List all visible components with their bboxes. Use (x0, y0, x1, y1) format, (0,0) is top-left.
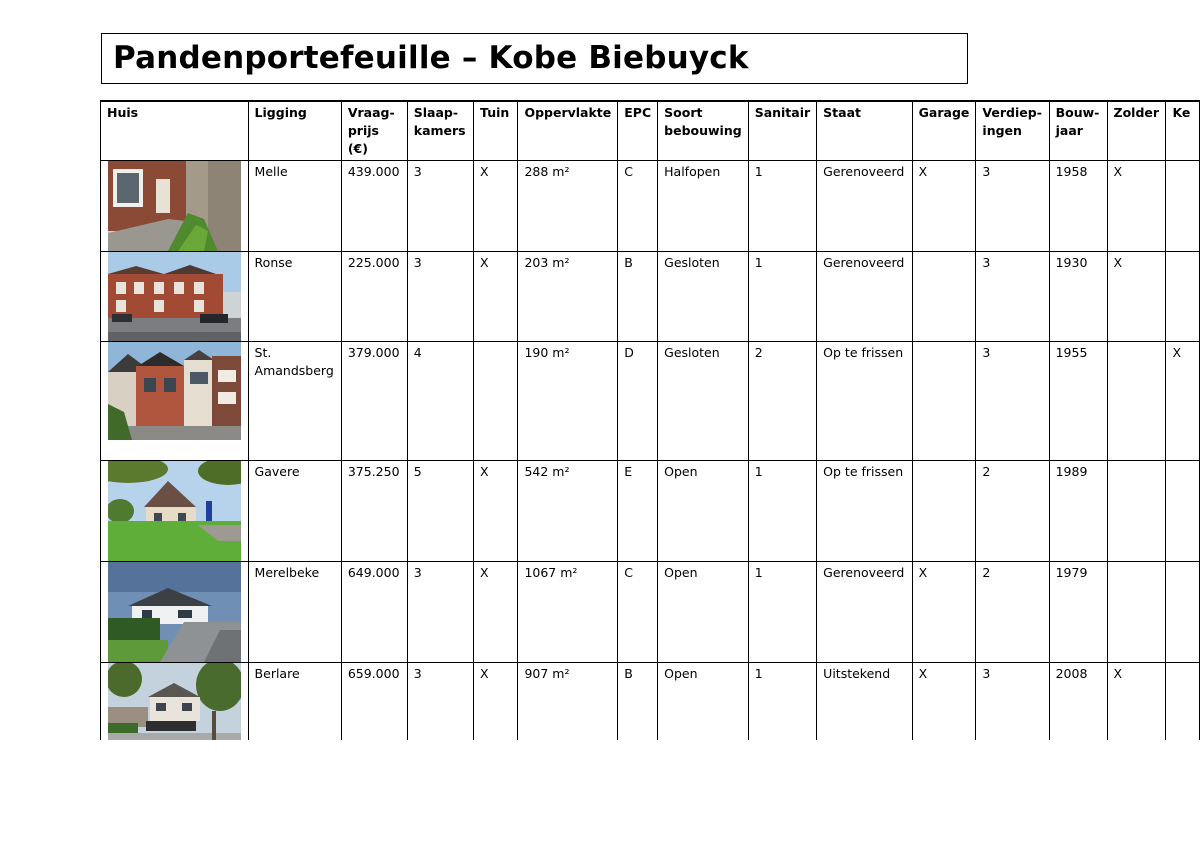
cell-sanitair: 1 (748, 663, 816, 741)
cell-verdiepingen: 2 (976, 461, 1049, 562)
cell-oppervlakte: 288 m² (518, 161, 618, 252)
cell-ligging: Gavere (248, 461, 341, 562)
cell-slaapkamers: 5 (407, 461, 473, 562)
cell-kelder (1166, 252, 1200, 342)
cell-tuin: X (474, 663, 518, 741)
cell-oppervlakte: 1067 m² (518, 562, 618, 663)
cell-slaapkamers: 3 (407, 663, 473, 741)
cell-soort-bebouwing: Gesloten (658, 342, 749, 461)
house-photo-st-amandsberg (108, 342, 241, 440)
header-staat: Staat (817, 101, 913, 161)
cell-bouwjaar: 1955 (1049, 342, 1107, 461)
cell-verdiepingen: 2 (976, 562, 1049, 663)
house-photo-gavere (108, 461, 241, 561)
header-oppervlakte: Oppervlakte (518, 101, 618, 161)
table-row (101, 252, 1200, 342)
cell-slaapkamers: 3 (407, 252, 473, 342)
cell-garage (912, 342, 976, 461)
cell-soort-bebouwing: Open (658, 562, 749, 663)
house-photo-cell (101, 663, 249, 741)
table-row (101, 461, 1200, 562)
cell-bouwjaar: 1930 (1049, 252, 1107, 342)
cell-zolder (1107, 342, 1166, 461)
header-vraagprijs: Vraag- prijs (€) (341, 101, 407, 161)
cell-oppervlakte: 907 m² (518, 663, 618, 741)
house-photo-cell (101, 562, 249, 663)
table-row (101, 161, 1200, 252)
house-photo-merelbeke (108, 562, 241, 662)
cell-tuin: X (474, 252, 518, 342)
cell-epc: B (618, 663, 658, 741)
header-sanitair: Sanitair (748, 101, 816, 161)
page-title: Pandenportefeuille – Kobe Biebuyck (113, 40, 749, 76)
cell-tuin (474, 342, 518, 461)
header-zolder: Zolder (1107, 101, 1166, 161)
cell-epc: C (618, 562, 658, 663)
cell-epc: E (618, 461, 658, 562)
cell-bouwjaar: 1989 (1049, 461, 1107, 562)
cell-garage: X (912, 562, 976, 663)
header-kelder: Ke (1166, 101, 1200, 161)
house-photo-cell (101, 161, 249, 252)
cell-sanitair: 1 (748, 161, 816, 252)
cell-kelder (1166, 161, 1200, 252)
cell-tuin: X (474, 161, 518, 252)
cell-vraagprijs: 649.000 (341, 562, 407, 663)
cell-epc: B (618, 252, 658, 342)
cell-garage (912, 252, 976, 342)
portfolio-table (100, 100, 1200, 740)
cell-slaapkamers: 4 (407, 342, 473, 461)
cell-vraagprijs: 375.250 (341, 461, 407, 562)
cell-tuin: X (474, 562, 518, 663)
cell-soort-bebouwing: Open (658, 461, 749, 562)
house-photo-cell (101, 252, 249, 342)
header-bouwjaar: Bouw- jaar (1049, 101, 1107, 161)
cell-zolder: X (1107, 252, 1166, 342)
header-slaapkamers: Slaap- kamers (407, 101, 473, 161)
table-row (101, 562, 1200, 663)
cell-kelder (1166, 663, 1200, 741)
cell-soort-bebouwing: Open (658, 663, 749, 741)
cell-sanitair: 1 (748, 562, 816, 663)
cell-bouwjaar: 1958 (1049, 161, 1107, 252)
cell-sanitair: 1 (748, 461, 816, 562)
cell-garage: X (912, 663, 976, 741)
title-box (101, 33, 968, 84)
cell-ligging: Merelbeke (248, 562, 341, 663)
cell-kelder: X (1166, 342, 1200, 461)
cell-oppervlakte: 203 m² (518, 252, 618, 342)
cell-bouwjaar: 1979 (1049, 562, 1107, 663)
cell-epc: C (618, 161, 658, 252)
portfolio-table-container (100, 100, 1200, 740)
header-epc: EPC (618, 101, 658, 161)
table-row (101, 342, 1200, 461)
table-row (101, 663, 1200, 741)
cell-vraagprijs: 225.000 (341, 252, 407, 342)
cell-zolder (1107, 461, 1166, 562)
header-row (101, 101, 1200, 161)
cell-staat: Gerenoveerd (817, 252, 913, 342)
house-photo-berlare (108, 663, 241, 740)
cell-verdiepingen: 3 (976, 161, 1049, 252)
cell-verdiepingen: 3 (976, 342, 1049, 461)
header-garage: Garage (912, 101, 976, 161)
cell-vraagprijs: 659.000 (341, 663, 407, 741)
cell-oppervlakte: 190 m² (518, 342, 618, 461)
cell-garage (912, 461, 976, 562)
house-photo-melle (108, 161, 241, 251)
cell-oppervlakte: 542 m² (518, 461, 618, 562)
house-photo-cell (101, 342, 249, 461)
cell-zolder (1107, 562, 1166, 663)
header-verdiepingen: Verdiep- ingen (976, 101, 1049, 161)
cell-kelder (1166, 562, 1200, 663)
cell-sanitair: 1 (748, 252, 816, 342)
cell-vraagprijs: 439.000 (341, 161, 407, 252)
cell-slaapkamers: 3 (407, 161, 473, 252)
cell-tuin: X (474, 461, 518, 562)
header-soort-bebouwing: Soort bebouwing (658, 101, 749, 161)
cell-staat: Op te frissen (817, 461, 913, 562)
cell-bouwjaar: 2008 (1049, 663, 1107, 741)
cell-verdiepingen: 3 (976, 663, 1049, 741)
header-tuin: Tuin (474, 101, 518, 161)
cell-soort-bebouwing: Gesloten (658, 252, 749, 342)
cell-ligging: Berlare (248, 663, 341, 741)
cell-ligging: Melle (248, 161, 341, 252)
cell-ligging: St. Amandsberg (248, 342, 341, 461)
cell-verdiepingen: 3 (976, 252, 1049, 342)
header-huis: Huis (101, 101, 249, 161)
cell-vraagprijs: 379.000 (341, 342, 407, 461)
house-photo-ronse (108, 252, 241, 341)
cell-slaapkamers: 3 (407, 562, 473, 663)
cell-zolder: X (1107, 161, 1166, 252)
house-photo-cell (101, 461, 249, 562)
cell-epc: D (618, 342, 658, 461)
header-ligging: Ligging (248, 101, 341, 161)
cell-staat: Gerenoveerd (817, 562, 913, 663)
cell-staat: Op te frissen (817, 342, 913, 461)
cell-kelder (1166, 461, 1200, 562)
cell-ligging: Ronse (248, 252, 341, 342)
cell-staat: Gerenoveerd (817, 161, 913, 252)
cell-garage: X (912, 161, 976, 252)
cell-zolder: X (1107, 663, 1166, 741)
cell-staat: Uitstekend (817, 663, 913, 741)
cell-soort-bebouwing: Halfopen (658, 161, 749, 252)
cell-sanitair: 2 (748, 342, 816, 461)
